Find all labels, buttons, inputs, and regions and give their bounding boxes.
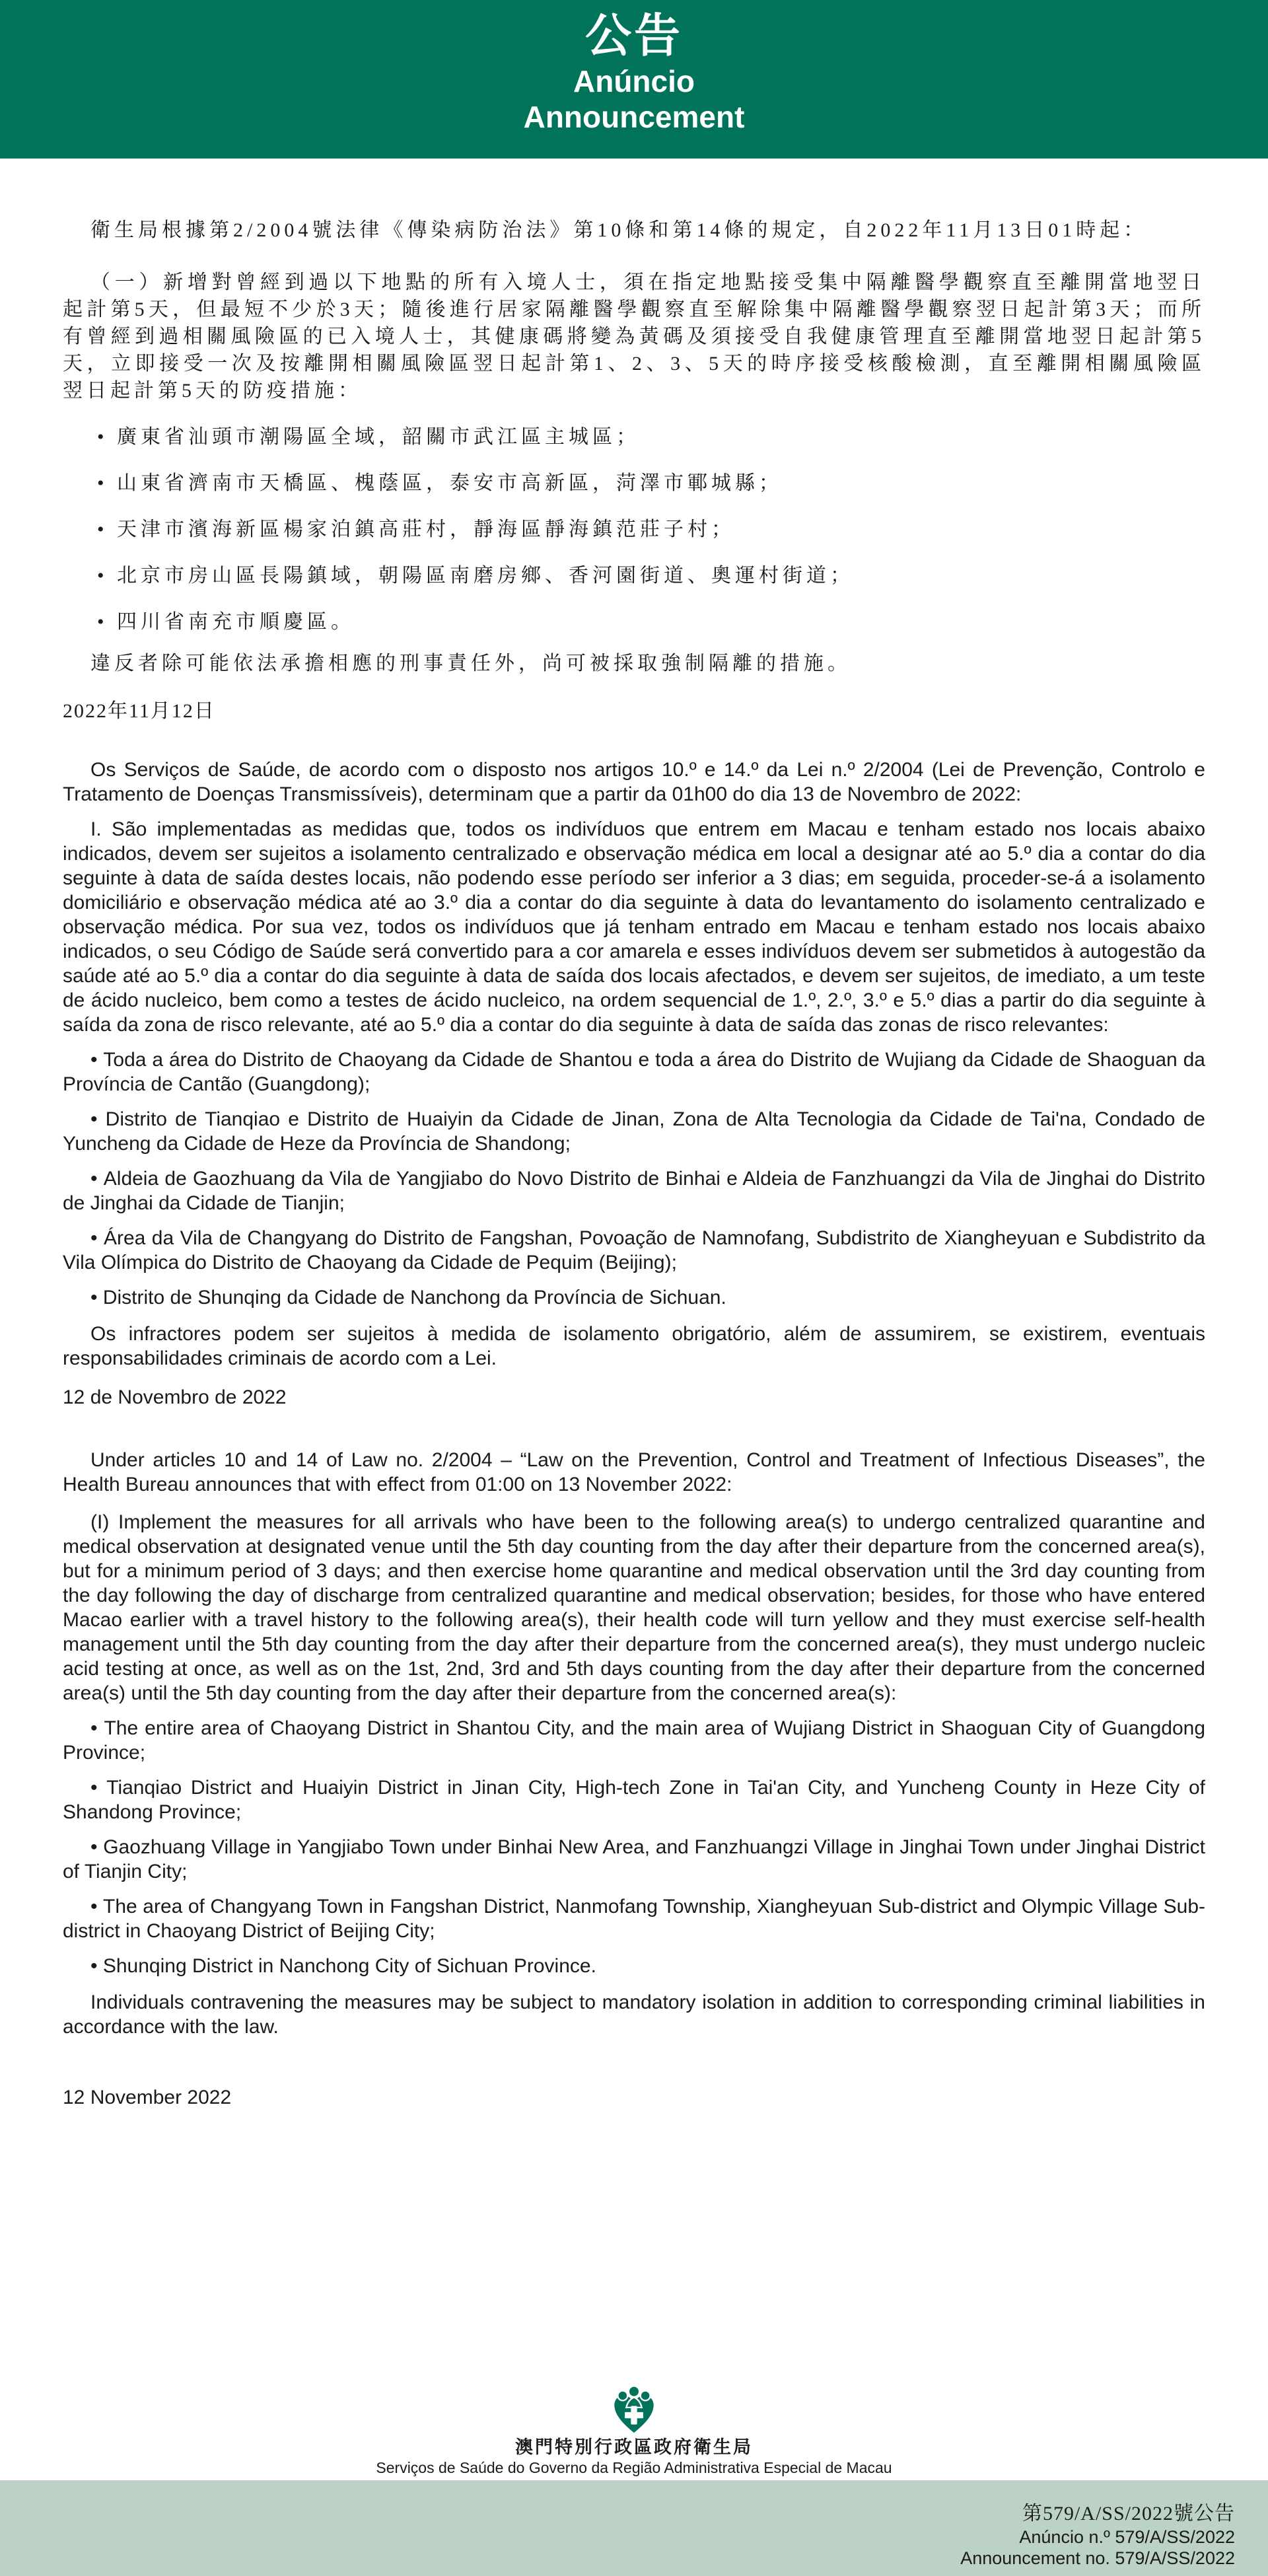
en-measures-paragraph: (I) Implement the measures for all arrivals who have been to the following area(s) to undergo centralized quarantine and medical observation at designated venue until the 5th day counting from the day after their departure from the concerned area(s), but for a minimum period of 3 days; and then exercise home quarantine and medical observation until the 3rd day counting from the day following the day of discharge from centralized quarantine and medical observation; besides, for those who have entered Macao earlier with a travel history to the following area(s), their health code will turn yellow and they must exercise self-health management until the 5th day counting from the day after their departure from the concerned area(s), they must undergo nucleic acid testing at once, as well as on the 1st, 2nd, 3rd and 5th days counting from the day after their departure from the concerned area(s) until the 5th day counting from the day after their departure from the concerned area(s): — [63, 1511, 1205, 1704]
section-chinese — [63, 217, 1205, 725]
announcement-number-pt: Anúncio n.º 579/A/SS/2022 — [1019, 2526, 1235, 2547]
pt-measures-paragraph: I. São implementadas as medidas que, todos os indivíduos que entrem em Macau e tenham estado nos locais abaixo indicados, devem ser sujeitos a isolamento centralizado e observação médica em local a designar até ao 5.º dia a contar do dia seguinte à data de saída destes locais, não podendo esse período ser inferior a 3 dias; em seguida, proceder-se-á a isolamento domiciliário e observação médica até ao 3.º dia a contar do dia seguinte à data do levantamento do isolamento centralizado e observação médica. Por sua vez, todos os indivíduos que já tenham entrado em Macau e tenham estado nos locais abaixo indicados, o seu Código de Saúde será convertido para a cor amarela e esses indivíduos devem ser submetidos à autogestão da saúde até ao 5.º dia a contar do dia seguinte à data de saída dos locais afectados, e devem ser sujeitos, de imediato, a um teste de ácido nucleico, bem como a testes de ácido nucleico, na ordem sequencial de 1.º, 2.º, 3.º e 5.º dias a partir do dia seguinte à saída da zona de risco relevante, até ao 5.º dia a contar do dia seguinte à data de saída das zonas de risco relevantes: — [63, 818, 1205, 1036]
en-risk-area-item: • Gaozhuang Village in Yangjiabo Town under Binhai New Area, and Fanzhuangzi Village in Jinghai Town under Jinghai District of Tianjin City; — [63, 1835, 1205, 1884]
logo-person-middle-head — [629, 2386, 639, 2396]
en-risk-area-item: • The entire area of Chaoyang District in Shantou City, and the main area of Wujiang District in Shaoguan City of Guangdong Province; — [63, 1716, 1205, 1765]
health-bureau-logo-icon — [608, 2385, 660, 2434]
zh-risk-area-item: • 廣東省汕頭市潮陽區全域，韶關市武江區主城區； — [63, 423, 1205, 450]
zh-risk-area-item: • 北京市房山區長陽鎮域，朝陽區南磨房鄉、香河園街道、奧運村街道； — [63, 562, 1205, 589]
zh-date: 2022年11月12日 — [63, 700, 215, 722]
org-name-zh: 澳門特別行政區政府衛生局 — [515, 2437, 753, 2457]
pt-penalty-paragraph: Os infractores podem ser sujeitos à medida de isolamento obrigatório, além de assumirem, se existirem, eventuais responsabilidades criminais de acordo com a Lei. — [63, 1323, 1205, 1369]
en-risk-area-list — [63, 1716, 1205, 1978]
zh-measures-paragraph: （一）新增對曾經到過以下地點的所有入境人士，須在指定地點接受集中隔離醫學觀察直至離開當地翌日起計第5天，但最短不少於3天；隨後進行居家隔離醫學觀察直至解除集中隔離醫學觀察翌日起計第3天；而所有曾經到過相關風險區的已入境人士，其健康碼將變為黃碼及須接受自我健康管理直至離開當地翌日起計第5天，立即接受一次及按離開相關風險區翌日起計第1、2、3、5天的時序接受核酸檢測，直至離開相關風險區翌日起計第5天的防疫措施： — [63, 271, 1205, 402]
pt-risk-area-item: • Distrito de Tianqiao e Distrito de Huaiyin da Cidade de Jinan, Zona de Alta Tecnologia da Cidade de Tai'na, Condado de Yuncheng da Cidade de Heze da Província de Shandong; — [63, 1107, 1205, 1156]
page-title-zh: 公告 — [585, 10, 683, 61]
announcement-number-en: Announcement no. 579/A/SS/2022 — [960, 2548, 1235, 2569]
pt-intro-paragraph: Os Serviços de Saúde, de acordo com o disposto nos artigos 10.º e 14.º da Lei n.º 2/2004 (Lei de Prevenção, Controlo e Tratamento de Doenças Transmissíveis), determinam que a partir da 01h00 do dia 13 de Novembro de 2022: — [63, 759, 1205, 805]
zh-risk-area-item: • 山東省濟南市天橋區、槐蔭區，泰安市高新區，菏澤市鄆城縣； — [63, 470, 1205, 497]
zh-risk-area-item: • 四川省南充市順慶區。 — [63, 608, 1205, 635]
footer — [0, 2385, 1268, 2481]
pt-date: 12 de Novembro de 2022 — [63, 1386, 287, 1408]
logo-person-right-head — [641, 2390, 651, 2400]
en-risk-area-item: • The area of Changyang Town in Fangshan District, Nanmofang Township, Xiangheyuan Sub-district and Olympic Village Sub-district in Chaoyang District of Beijing City; — [63, 1894, 1205, 1943]
pt-risk-area-list — [63, 1048, 1205, 1310]
zh-risk-area-item: • 天津市濱海新區楊家泊鎮高莊村，靜海區靜海鎮范莊子村； — [63, 516, 1205, 543]
en-date: 12 November 2022 — [63, 2087, 232, 2108]
org-name-pt: Serviços de Saúde do Governo da Região Administrativa Especial de Macau — [376, 2459, 892, 2477]
zh-penalty-paragraph: 違反者除可能依法承擔相應的刑事責任外，尚可被採取強制隔離的措施。 — [90, 653, 851, 674]
announcement-number-band — [0, 2480, 1268, 2576]
announcement-number-zh: 第579/A/SS/2022號公告 — [1022, 2503, 1235, 2524]
pt-risk-area-item: • Distrito de Shunqing da Cidade de Nanchong da Província de Sichuan. — [63, 1285, 1205, 1310]
header-band — [0, 0, 1268, 159]
document-body — [0, 217, 1268, 2110]
en-risk-area-item: • Tianqiao District and Huaiyin District in Jinan City, High-tech Zone in Tai'an City, and Yuncheng County in Heze City of Shandong Province; — [63, 1775, 1205, 1824]
page-title-en: Announcement — [523, 100, 745, 135]
section-portuguese — [63, 758, 1205, 1410]
zh-risk-area-list — [63, 423, 1205, 635]
en-intro-paragraph: Under articles 10 and 14 of Law no. 2/2004 – “Law on the Prevention, Control and Treatment of Infectious Diseases”, the Health Bureau announces that with effect from 01:00 on 13 November 2022: — [63, 1449, 1205, 1495]
en-risk-area-item: • Shunqing District in Nanchong City of Sichuan Province. — [63, 1954, 1205, 1978]
page-title-pt: Anúncio — [573, 64, 695, 98]
pt-risk-area-item: • Aldeia de Gaozhuang da Vila de Yangjiabo do Novo Distrito de Binhai e Aldeia de Fanzhuangzi da Vila de Jinghai do Distrito de Jinghai da Cidade de Tianjin; — [63, 1166, 1205, 1215]
pt-risk-area-item: • Área da Vila de Changyang do Distrito de Fangshan, Povoação de Namnofang, Subdistrito de Xiangheyuan e Subdistrito da Vila Olímpica do Distrito de Chaoyang da Cidade de Pequim (Beijing); — [63, 1226, 1205, 1275]
en-penalty-paragraph: Individuals contravening the measures may be subject to mandatory isolation in addition to corresponding criminal liabilities in accordance with the law. — [63, 1991, 1205, 2038]
zh-intro-paragraph: 衛生局根據第2/2004號法律《傳染病防治法》第10條和第14條的規定，自2022年11月13日01時起： — [90, 219, 1148, 241]
logo-person-left-head — [617, 2390, 627, 2400]
pt-risk-area-item: • Toda a área do Distrito de Chaoyang da Cidade de Shantou e toda a área do Distrito de Wujiang da Cidade de Shaoguan da Província de Cantão (Guangdong); — [63, 1048, 1205, 1096]
section-english — [63, 1448, 1205, 2110]
